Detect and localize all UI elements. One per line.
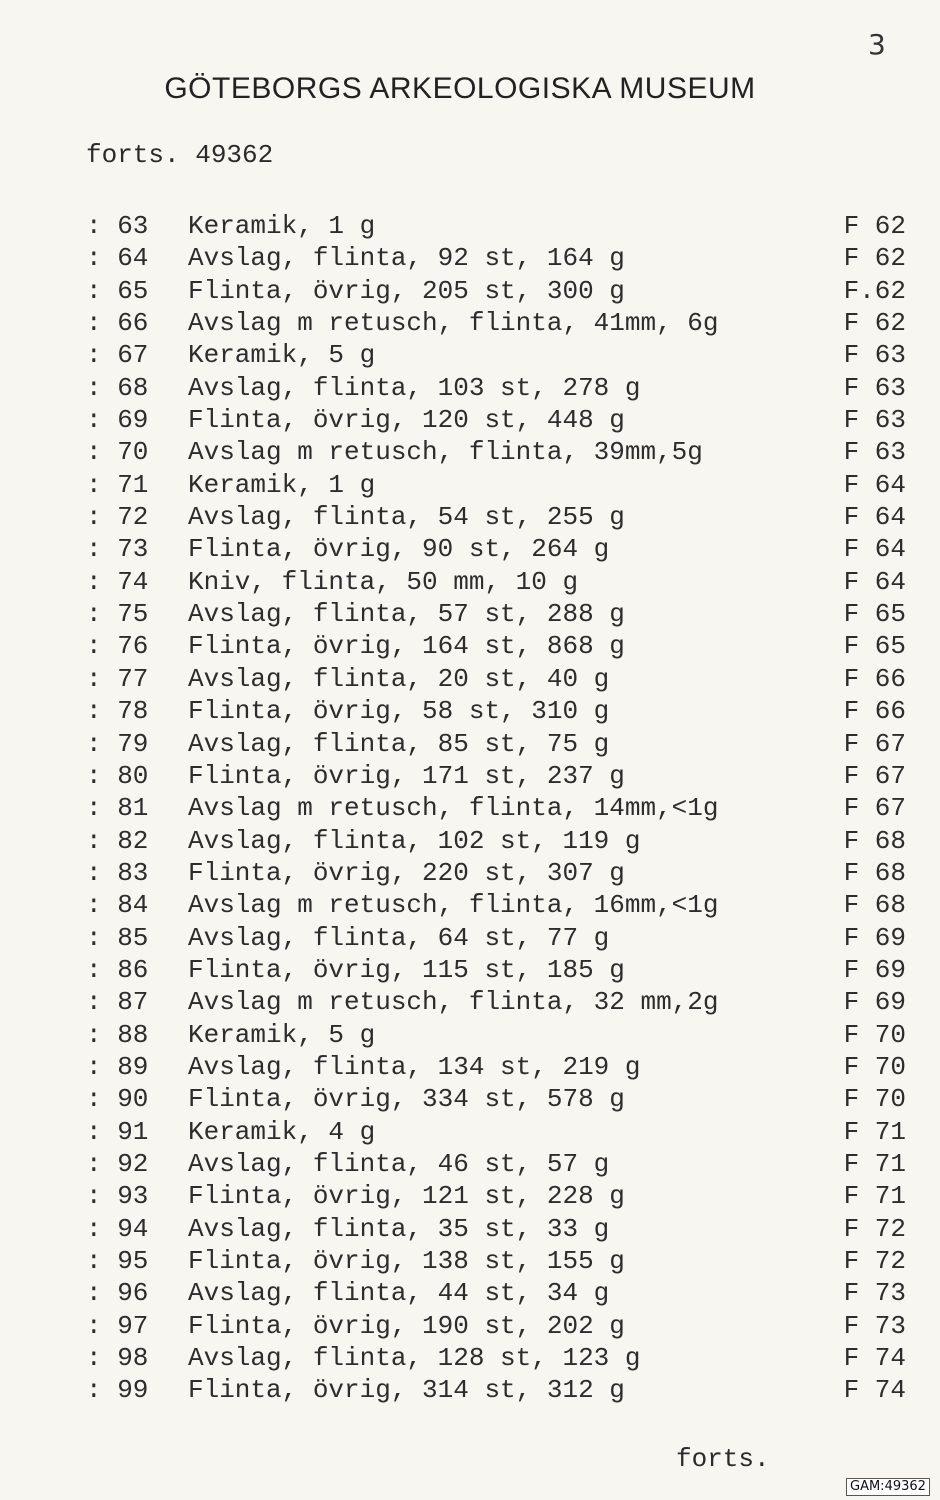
item-description: Flinta, övrig, 138 st, 155 g xyxy=(188,1246,625,1276)
item-description: Flinta, övrig, 164 st, 868 g xyxy=(188,631,625,662)
list-item xyxy=(86,404,906,436)
list-item xyxy=(86,372,906,404)
continued-heading: forts. 49362 xyxy=(86,140,274,170)
item-description: Avslag, flinta, 128 st, 123 g xyxy=(188,1343,641,1374)
list-item xyxy=(86,598,906,630)
item-number: : 79 xyxy=(86,728,149,759)
item-number: : 90 xyxy=(86,1084,149,1115)
item-reference: F 72 xyxy=(843,1213,906,1244)
item-number: : 77 xyxy=(86,663,149,694)
item-description: Avslag, flinta, 35 st, 33 g xyxy=(188,1213,610,1244)
item-description: Flinta, övrig, 121 st, 228 g xyxy=(188,1181,625,1212)
list-item xyxy=(86,760,906,792)
item-description: Avslag, flinta, 57 st, 288 g xyxy=(188,599,625,630)
item-number: : 97 xyxy=(86,1310,149,1341)
item-description: Keramik, 4 g xyxy=(188,1116,376,1147)
item-number: : 63 xyxy=(86,211,149,241)
list-item xyxy=(86,1342,906,1374)
item-reference: F 74 xyxy=(843,1375,906,1406)
item-reference: F 71 xyxy=(843,1116,906,1147)
continued-footer: forts. xyxy=(676,1444,770,1474)
item-description: Avslag, flinta, 54 st, 255 g xyxy=(188,502,625,533)
list-item xyxy=(86,1051,906,1083)
item-description: Avslag m retusch, flinta, 41mm, 6g xyxy=(188,308,719,339)
item-description: Flinta, övrig, 205 st, 300 g xyxy=(188,275,625,306)
item-description: Avslag, flinta, 64 st, 77 g xyxy=(188,922,610,953)
item-reference: F 62 xyxy=(843,211,906,241)
list-item xyxy=(86,1310,906,1342)
item-reference: F 64 xyxy=(843,566,906,597)
item-description: Avslag, flinta, 44 st, 34 g xyxy=(188,1278,610,1309)
item-reference: F 70 xyxy=(843,1084,906,1115)
item-reference: F 68 xyxy=(843,857,906,888)
item-reference: F 69 xyxy=(843,922,906,953)
item-number: : 65 xyxy=(86,275,149,306)
item-number: : 70 xyxy=(86,437,149,468)
item-description: Flinta, övrig, 58 st, 310 g xyxy=(188,696,610,727)
item-description: Avslag, flinta, 102 st, 119 g xyxy=(188,825,641,856)
item-number: : 67 xyxy=(86,340,149,371)
item-number: : 84 xyxy=(86,890,149,921)
item-number: : 69 xyxy=(86,405,149,436)
list-item xyxy=(86,857,906,889)
item-reference: F 63 xyxy=(843,437,906,468)
list-item xyxy=(86,986,906,1018)
item-reference: F 66 xyxy=(843,696,906,727)
item-number: : 72 xyxy=(86,502,149,533)
item-reference: F 67 xyxy=(843,728,906,759)
list-item xyxy=(86,469,906,501)
item-reference: F 69 xyxy=(843,987,906,1018)
item-number: : 98 xyxy=(86,1343,149,1374)
item-reference: F 71 xyxy=(843,1181,906,1212)
archive-stamp: GAM:49362 xyxy=(846,1478,930,1496)
item-reference: F 69 xyxy=(843,954,906,985)
item-number: : 88 xyxy=(86,1019,149,1050)
list-item xyxy=(86,889,906,921)
item-description: Avslag m retusch, flinta, 16mm,<1g xyxy=(188,890,719,921)
item-description: Avslag m retusch, flinta, 39mm,5g xyxy=(188,437,703,468)
list-item xyxy=(86,630,906,662)
item-number: : 73 xyxy=(86,534,149,565)
item-number: : 93 xyxy=(86,1181,149,1212)
item-description: Keramik, 5 g xyxy=(188,340,376,371)
item-description: Avslag, flinta, 134 st, 219 g xyxy=(188,1051,641,1082)
list-item xyxy=(86,922,906,954)
item-number: : 68 xyxy=(86,372,149,403)
list-item xyxy=(86,954,906,986)
item-reference: F 70 xyxy=(843,1019,906,1050)
item-reference: F 62 xyxy=(843,243,906,274)
item-number: : 80 xyxy=(86,760,149,791)
list-item xyxy=(86,533,906,565)
item-description: Flinta, övrig, 220 st, 307 g xyxy=(188,857,625,888)
item-reference: F 66 xyxy=(843,663,906,694)
item-number: : 96 xyxy=(86,1278,149,1309)
item-number: : 83 xyxy=(86,857,149,888)
list-item xyxy=(86,1019,906,1051)
item-number: : 86 xyxy=(86,954,149,985)
item-reference: F 73 xyxy=(843,1310,906,1341)
item-reference: F 74 xyxy=(843,1343,906,1374)
list-item xyxy=(86,695,906,727)
list-item xyxy=(86,436,906,468)
item-reference: F 71 xyxy=(843,1148,906,1179)
item-number: : 76 xyxy=(86,631,149,662)
list-item xyxy=(86,307,906,339)
list-item xyxy=(86,339,906,371)
item-number: : 85 xyxy=(86,922,149,953)
item-reference: F 67 xyxy=(843,760,906,791)
item-reference: F 63 xyxy=(843,372,906,403)
item-description: Avslag, flinta, 46 st, 57 g xyxy=(188,1148,610,1179)
item-description: Kniv, flinta, 50 mm, 10 g xyxy=(188,566,579,597)
item-reference: F 63 xyxy=(843,340,906,371)
item-reference: F 68 xyxy=(843,825,906,856)
item-description: Avslag m retusch, flinta, 32 mm,2g xyxy=(188,987,719,1018)
list-item xyxy=(86,1083,906,1115)
item-description: Flinta, övrig, 171 st, 237 g xyxy=(188,760,625,791)
list-item xyxy=(86,1374,906,1406)
item-description: Flinta, övrig, 115 st, 185 g xyxy=(188,954,625,985)
item-number: : 66 xyxy=(86,308,149,339)
list-item xyxy=(86,728,906,760)
item-description: Avslag, flinta, 20 st, 40 g xyxy=(188,663,610,694)
list-item xyxy=(86,1213,906,1245)
item-description: Flinta, övrig, 90 st, 264 g xyxy=(188,534,610,565)
item-reference: F 70 xyxy=(843,1051,906,1082)
item-description: Flinta, övrig, 120 st, 448 g xyxy=(188,405,625,436)
list-item xyxy=(86,792,906,824)
catalog-list xyxy=(86,210,906,1407)
item-number: : 87 xyxy=(86,987,149,1018)
item-description: Keramik, 1 g xyxy=(188,469,376,500)
item-reference: F.62 xyxy=(843,275,906,306)
item-number: : 99 xyxy=(86,1375,149,1406)
list-item xyxy=(86,1277,906,1309)
item-number: : 94 xyxy=(86,1213,149,1244)
item-number: : 75 xyxy=(86,599,149,630)
item-reference: F 65 xyxy=(843,631,906,662)
item-reference: F 62 xyxy=(843,308,906,339)
item-description: Avslag, flinta, 92 st, 164 g xyxy=(188,243,625,274)
page-title: GÖTEBORGS ARKEOLOGISKA MUSEUM xyxy=(164,72,756,105)
item-description: Flinta, övrig, 190 st, 202 g xyxy=(188,1310,625,1341)
item-number: : 81 xyxy=(86,793,149,824)
item-description: Flinta, övrig, 334 st, 578 g xyxy=(188,1084,625,1115)
item-number: : 64 xyxy=(86,243,149,274)
item-reference: F 72 xyxy=(843,1246,906,1276)
item-number: : 92 xyxy=(86,1148,149,1179)
list-item xyxy=(86,242,906,274)
list-item xyxy=(86,1245,906,1277)
list-item xyxy=(86,825,906,857)
item-description: Avslag m retusch, flinta, 14mm,<1g xyxy=(188,793,719,824)
item-reference: F 67 xyxy=(843,793,906,824)
list-item xyxy=(86,1148,906,1180)
item-reference: F 68 xyxy=(843,890,906,921)
list-item xyxy=(86,501,906,533)
item-description: Flinta, övrig, 314 st, 312 g xyxy=(188,1375,625,1406)
item-number: : 91 xyxy=(86,1116,149,1147)
item-description: Avslag, flinta, 85 st, 75 g xyxy=(188,728,610,759)
list-item xyxy=(86,275,906,307)
item-number: : 82 xyxy=(86,825,149,856)
page-number: 3 xyxy=(868,28,886,61)
item-reference: F 64 xyxy=(843,502,906,533)
item-reference: F 64 xyxy=(843,534,906,565)
item-reference: F 73 xyxy=(843,1278,906,1309)
item-description: Keramik, 1 g xyxy=(188,211,376,241)
list-item xyxy=(86,663,906,695)
list-item xyxy=(86,1180,906,1212)
item-number: : 89 xyxy=(86,1051,149,1082)
list-item xyxy=(86,210,906,242)
item-reference: F 64 xyxy=(843,469,906,500)
item-description: Avslag, flinta, 103 st, 278 g xyxy=(188,372,641,403)
item-number: : 74 xyxy=(86,566,149,597)
list-item xyxy=(86,566,906,598)
list-item xyxy=(86,1116,906,1148)
item-number: : 95 xyxy=(86,1246,149,1276)
item-description: Keramik, 5 g xyxy=(188,1019,376,1050)
item-number: : 71 xyxy=(86,469,149,500)
item-reference: F 65 xyxy=(843,599,906,630)
item-reference: F 63 xyxy=(843,405,906,436)
item-number: : 78 xyxy=(86,696,149,727)
